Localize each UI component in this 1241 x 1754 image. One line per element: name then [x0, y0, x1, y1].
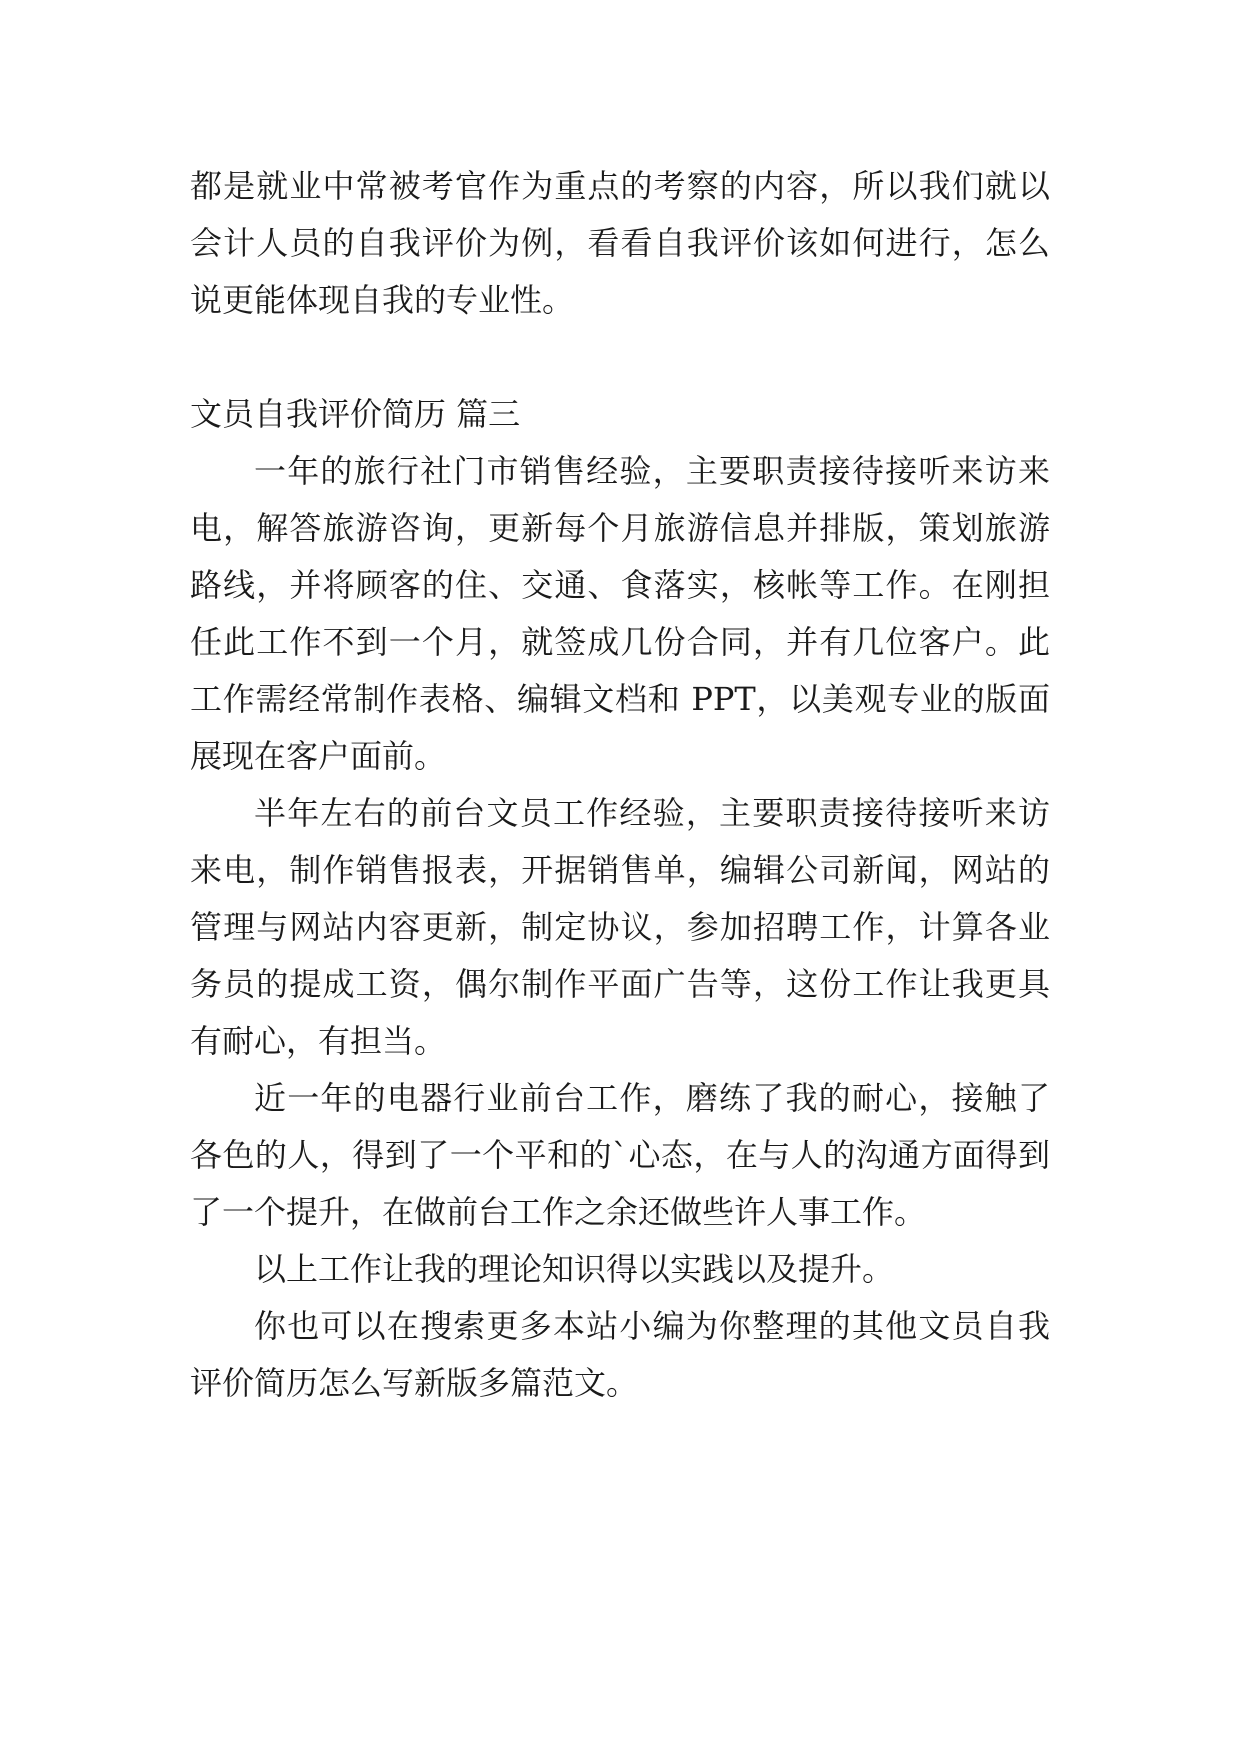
section-heading: 文员自我评价简历 篇三 [190, 395, 521, 433]
body-paragraph-1: 一年的旅行社门市销售经验，主要职责接待接听来访来电，解答旅游咨询，更新每个月旅游信息并排版，策划旅游路线，并将顾客的住、交通、食落实，核帐等工作。在刚担任此工作不到一个月，就签成几份合同，并有几位客户。此工作需经常制作表格、编辑文档和 PPT，以美观专业的版面展现在客户面前。 [190, 452, 1050, 775]
body-paragraph-2: 半年左右的前台文员工作经验，主要职责接待接听来访来电，制作销售报表，开据销售单，编辑公司新闻，网站的管理与网站内容更新，制定协议，参加招聘工作，计算各业务员的提成工资，偶尔制作平面广告等，这份工作让我更具有耐心，有担当。 [190, 794, 1050, 1060]
intro-paragraph: 都是就业中常被考官作为重点的考察的内容，所以我们就以会计人员的自我评价为例，看看自我评价该如何进行，怎么说更能体现自我的专业性。 [190, 167, 1050, 319]
paragraph-spacer [190, 329, 1050, 386]
body-paragraph-5: 你也可以在搜索更多本站小编为你整理的其他文员自我评价简历怎么写新版多篇范文。 [190, 1307, 1050, 1402]
body-paragraph-3: 近一年的电器行业前台工作，磨练了我的耐心，接触了各色的人，得到了一个平和的`心态，在与人的沟通方面得到了一个提升，在做前台工作之余还做些许人事工作。 [190, 1079, 1050, 1231]
document-body [190, 158, 1050, 1412]
body-paragraph-4: 以上工作让我的理论知识得以实践以及提升。 [254, 1250, 895, 1288]
